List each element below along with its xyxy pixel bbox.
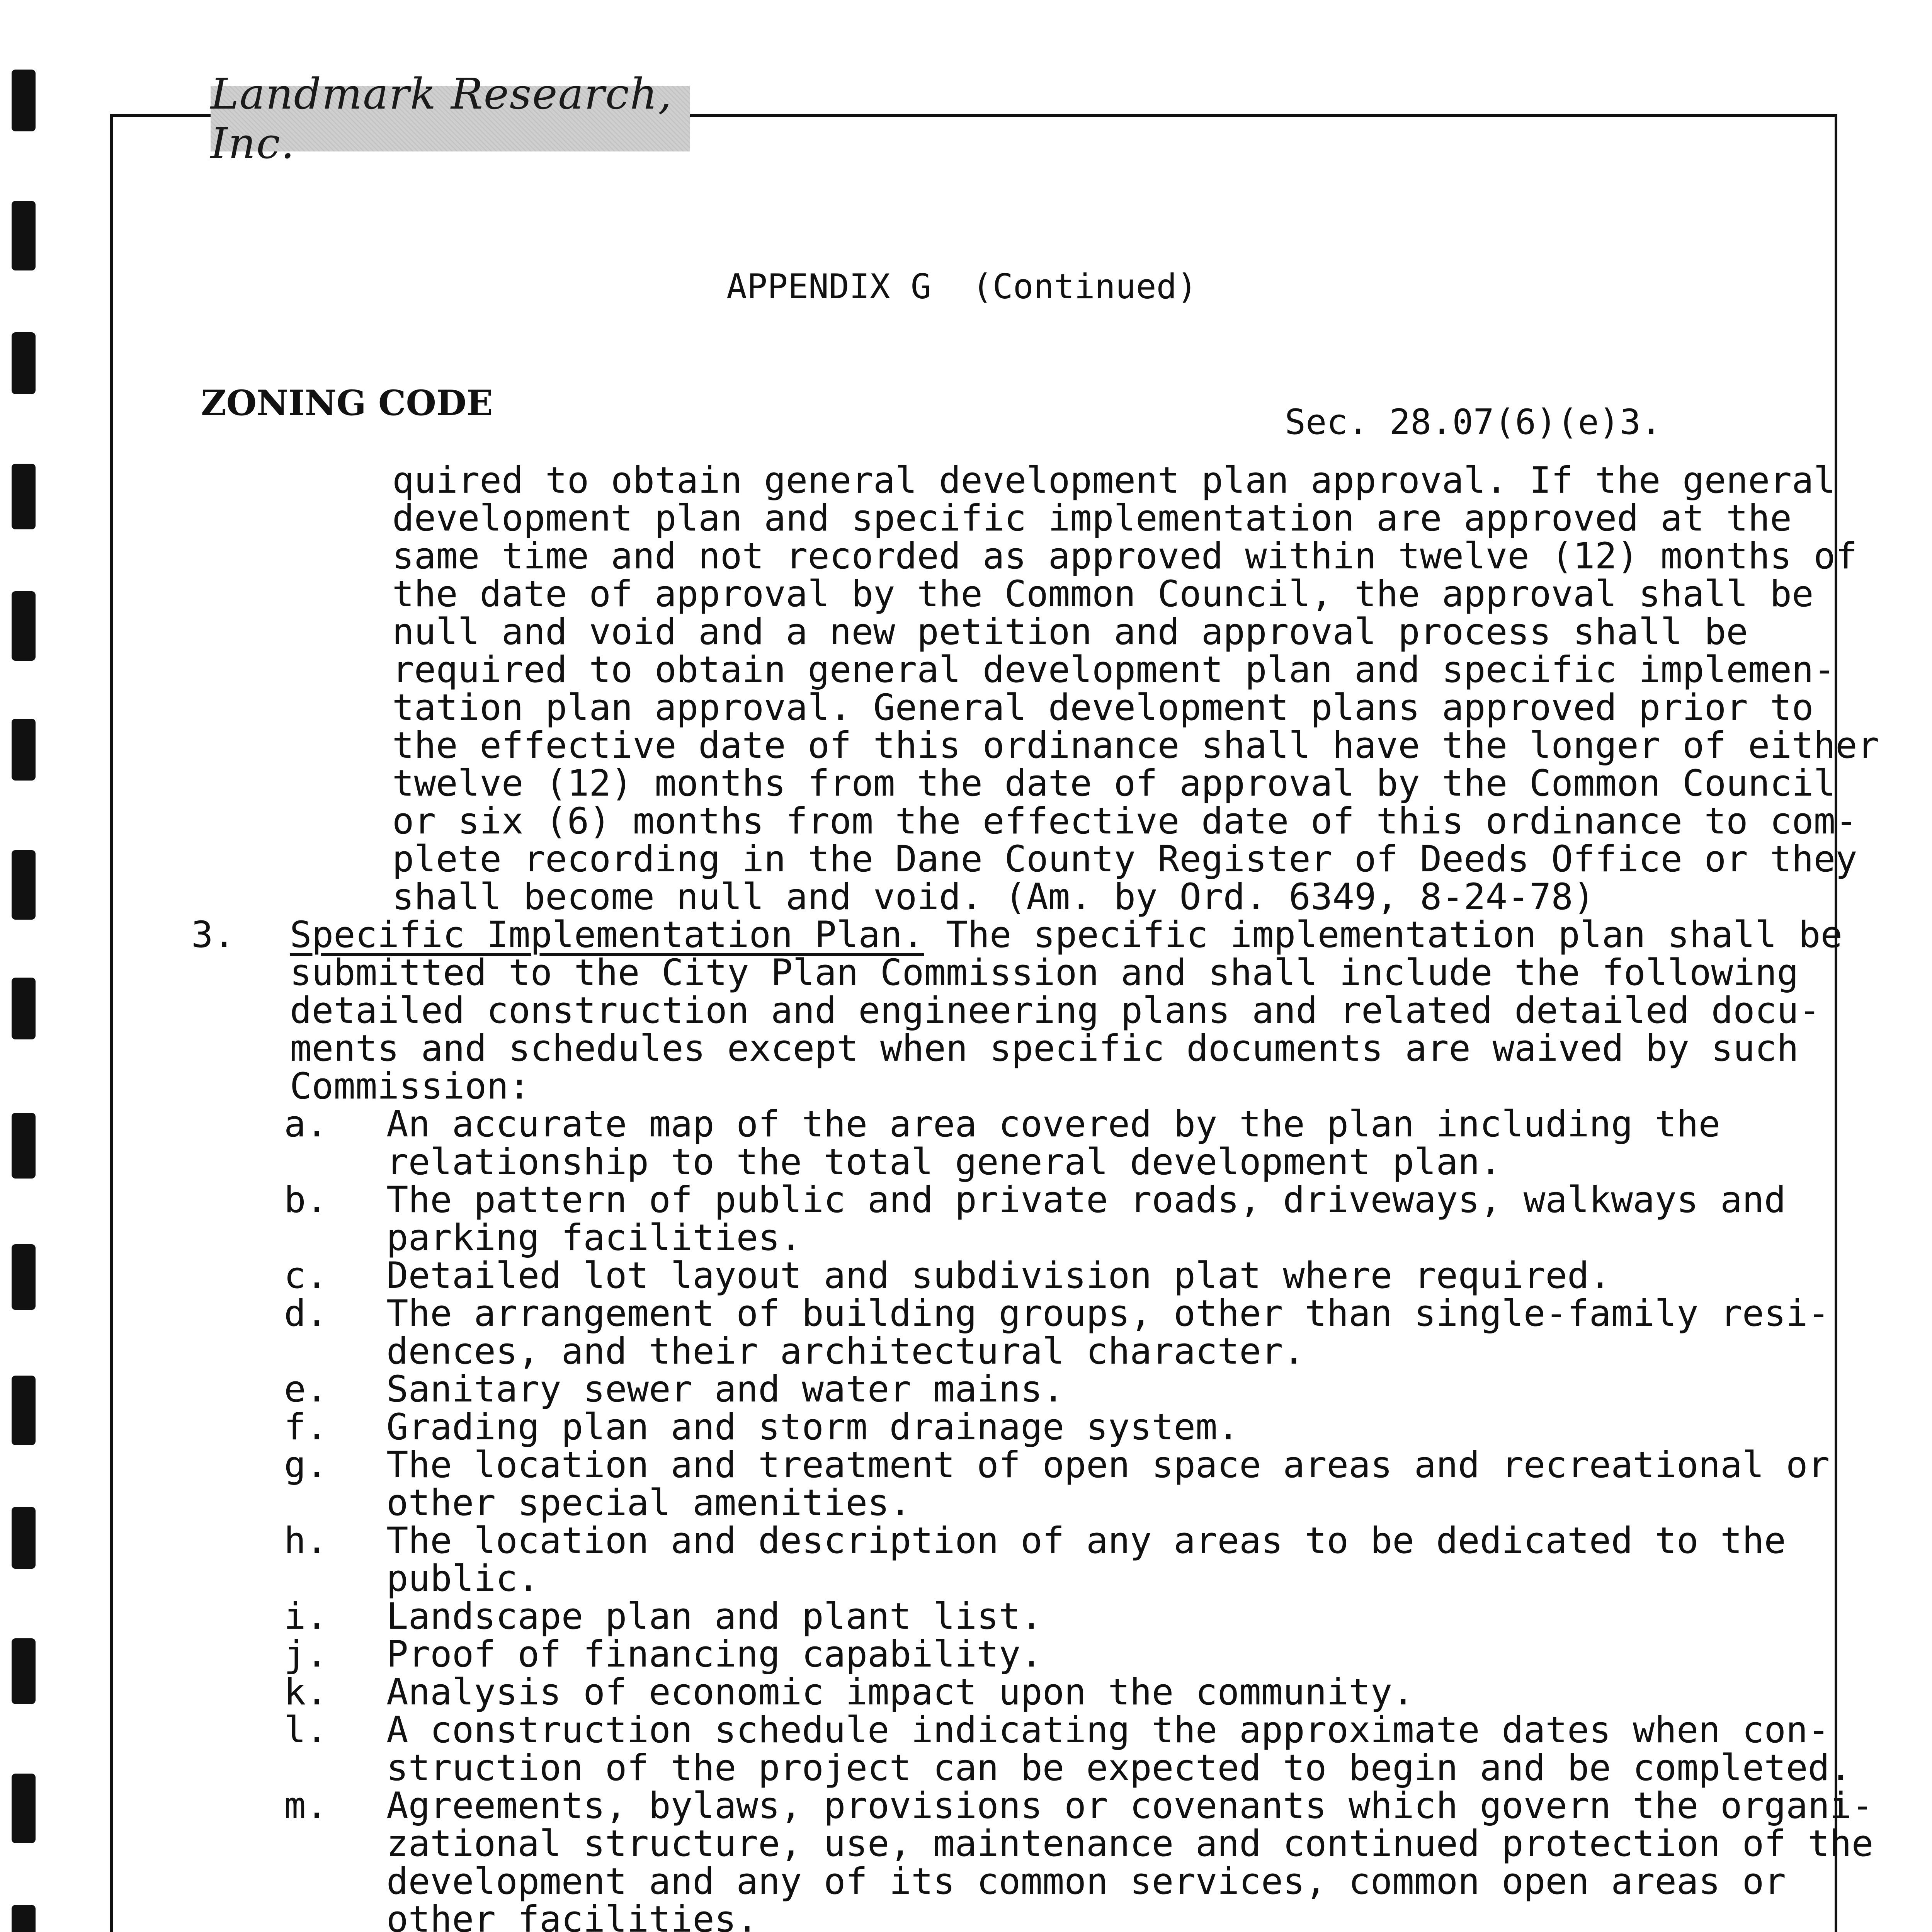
subitem-letter: e. [284, 1368, 328, 1410]
subitem-letter: d. [284, 1293, 328, 1335]
text-line: An accurate map of the area covered by the plan including the [386, 1103, 1721, 1145]
text-line: other facilities. [386, 1898, 759, 1932]
text-line: The location and description of any areas to be dedicated to the [386, 1520, 1786, 1562]
binder-mark [12, 1774, 36, 1843]
binder-mark [12, 591, 36, 661]
item-number: 3. [191, 914, 235, 956]
text-line: the date of approval by the Common Council, the approval shall be [392, 573, 1814, 615]
binder-mark [12, 1113, 36, 1179]
text-line: Analysis of economic impact upon the community. [386, 1671, 1414, 1713]
text-line: ments and schedules except when specific documents are waived by such [290, 1027, 1799, 1070]
text-line: The arrangement of building groups, other than single-family resi- [386, 1293, 1830, 1335]
text-line: public. [386, 1558, 540, 1600]
text-line: struction of the project can be expected to begin and be completed. [386, 1747, 1852, 1789]
text-line: Proof of financing capability. [386, 1633, 1043, 1675]
text-line: twelve (12) months from the date of approval by the Common Council [392, 762, 1836, 804]
company-logo: Landmark Research, Inc. [211, 86, 690, 151]
text-line: submitted to the City Plan Commission and shall include the following [290, 952, 1799, 994]
binder-mark [12, 1244, 36, 1310]
text-line: parking facilities. [386, 1217, 802, 1259]
text-line: The pattern of public and private roads, driveways, walkways and [386, 1179, 1786, 1221]
text-line: Landscape plan and plant list. [386, 1595, 1043, 1638]
binder-mark [12, 201, 36, 270]
subitem-letter: i. [284, 1595, 328, 1638]
text-line: Grading plan and storm drainage system. [386, 1406, 1240, 1448]
binder-mark [12, 1507, 36, 1569]
binder-mark [12, 1905, 36, 1932]
text-line: development plan and specific implementation are approved at the [392, 497, 1792, 539]
item-3-heading: Specific Implementation Plan. [290, 914, 924, 956]
binder-mark [12, 719, 36, 781]
binder-mark [12, 332, 36, 394]
appendix-title: APPENDIX G (Continued) [726, 267, 1197, 306]
text-line: detailed construction and engineering plans and related detailed docu- [290, 990, 1821, 1032]
text-line: shall become null and void. (Am. by Ord. 6349, 8-24-78) [392, 876, 1595, 918]
binder-mark [12, 978, 36, 1039]
text-line: quired to obtain general development plan approval. If the general [392, 459, 1836, 502]
subitem-letter: a. [284, 1103, 328, 1145]
subitem-letter: j. [284, 1633, 328, 1675]
subitem-letter: g. [284, 1444, 328, 1486]
text-line: Detailed lot layout and subdivision plat where required. [386, 1255, 1611, 1297]
text-line: The location and treatment of open space areas and recreational or [386, 1444, 1830, 1486]
text-line: the effective date of this ordinance shall have the longer of either [392, 724, 1879, 767]
subitem-letter: k. [284, 1671, 328, 1713]
binder-mark [12, 1638, 36, 1704]
subitem-letter: m. [284, 1785, 328, 1827]
text-line: relationship to the total general development plan. [386, 1141, 1502, 1183]
item-3-first-line [290, 916, 1842, 954]
text-line: A construction schedule indicating the approximate dates when con- [386, 1709, 1830, 1751]
text-line: other special amenities. [386, 1482, 912, 1524]
subitem-letter: f. [284, 1406, 328, 1448]
section-reference: Sec. 28.07(6)(e)3. [1285, 402, 1662, 442]
text-line: null and void and a new petition and approval process shall be [392, 611, 1748, 653]
text-line: same time and not recorded as approved within twelve (12) months of [392, 535, 1857, 577]
text-line: plete recording in the Dane County Register of Deeds Office or they [392, 838, 1857, 880]
text-line: tation plan approval. General development plans approved prior to [392, 687, 1814, 729]
zoning-code-heading: ZONING CODE [201, 383, 493, 423]
subitem-letter: h. [284, 1520, 328, 1562]
text-line: Sanitary sewer and water mains. [386, 1368, 1065, 1410]
subitem-letter: c. [284, 1255, 328, 1297]
subitem-letter: b. [284, 1179, 328, 1221]
binder-mark [12, 1376, 36, 1445]
binder-mark [12, 70, 36, 131]
text-line: Agreements, bylaws, provisions or covenants which govern the organi- [386, 1785, 1874, 1827]
binder-mark [12, 464, 36, 529]
subitem-letter: l. [284, 1709, 328, 1751]
text-line: required to obtain general development plan and specific implemen- [392, 649, 1836, 691]
text-line: or six (6) months from the effective date of this ordinance to com- [392, 800, 1857, 842]
text-line: Commission: [290, 1065, 531, 1107]
text-line: zational structure, use, maintenance and continued protection of the [386, 1823, 1874, 1865]
text-line: development and any of its common services, common open areas or [386, 1861, 1786, 1903]
binder-mark [12, 850, 36, 920]
text-line: dences, and their architectural character. [386, 1330, 1305, 1372]
item-3-intro: The specific implementation plan shall be [924, 914, 1843, 956]
